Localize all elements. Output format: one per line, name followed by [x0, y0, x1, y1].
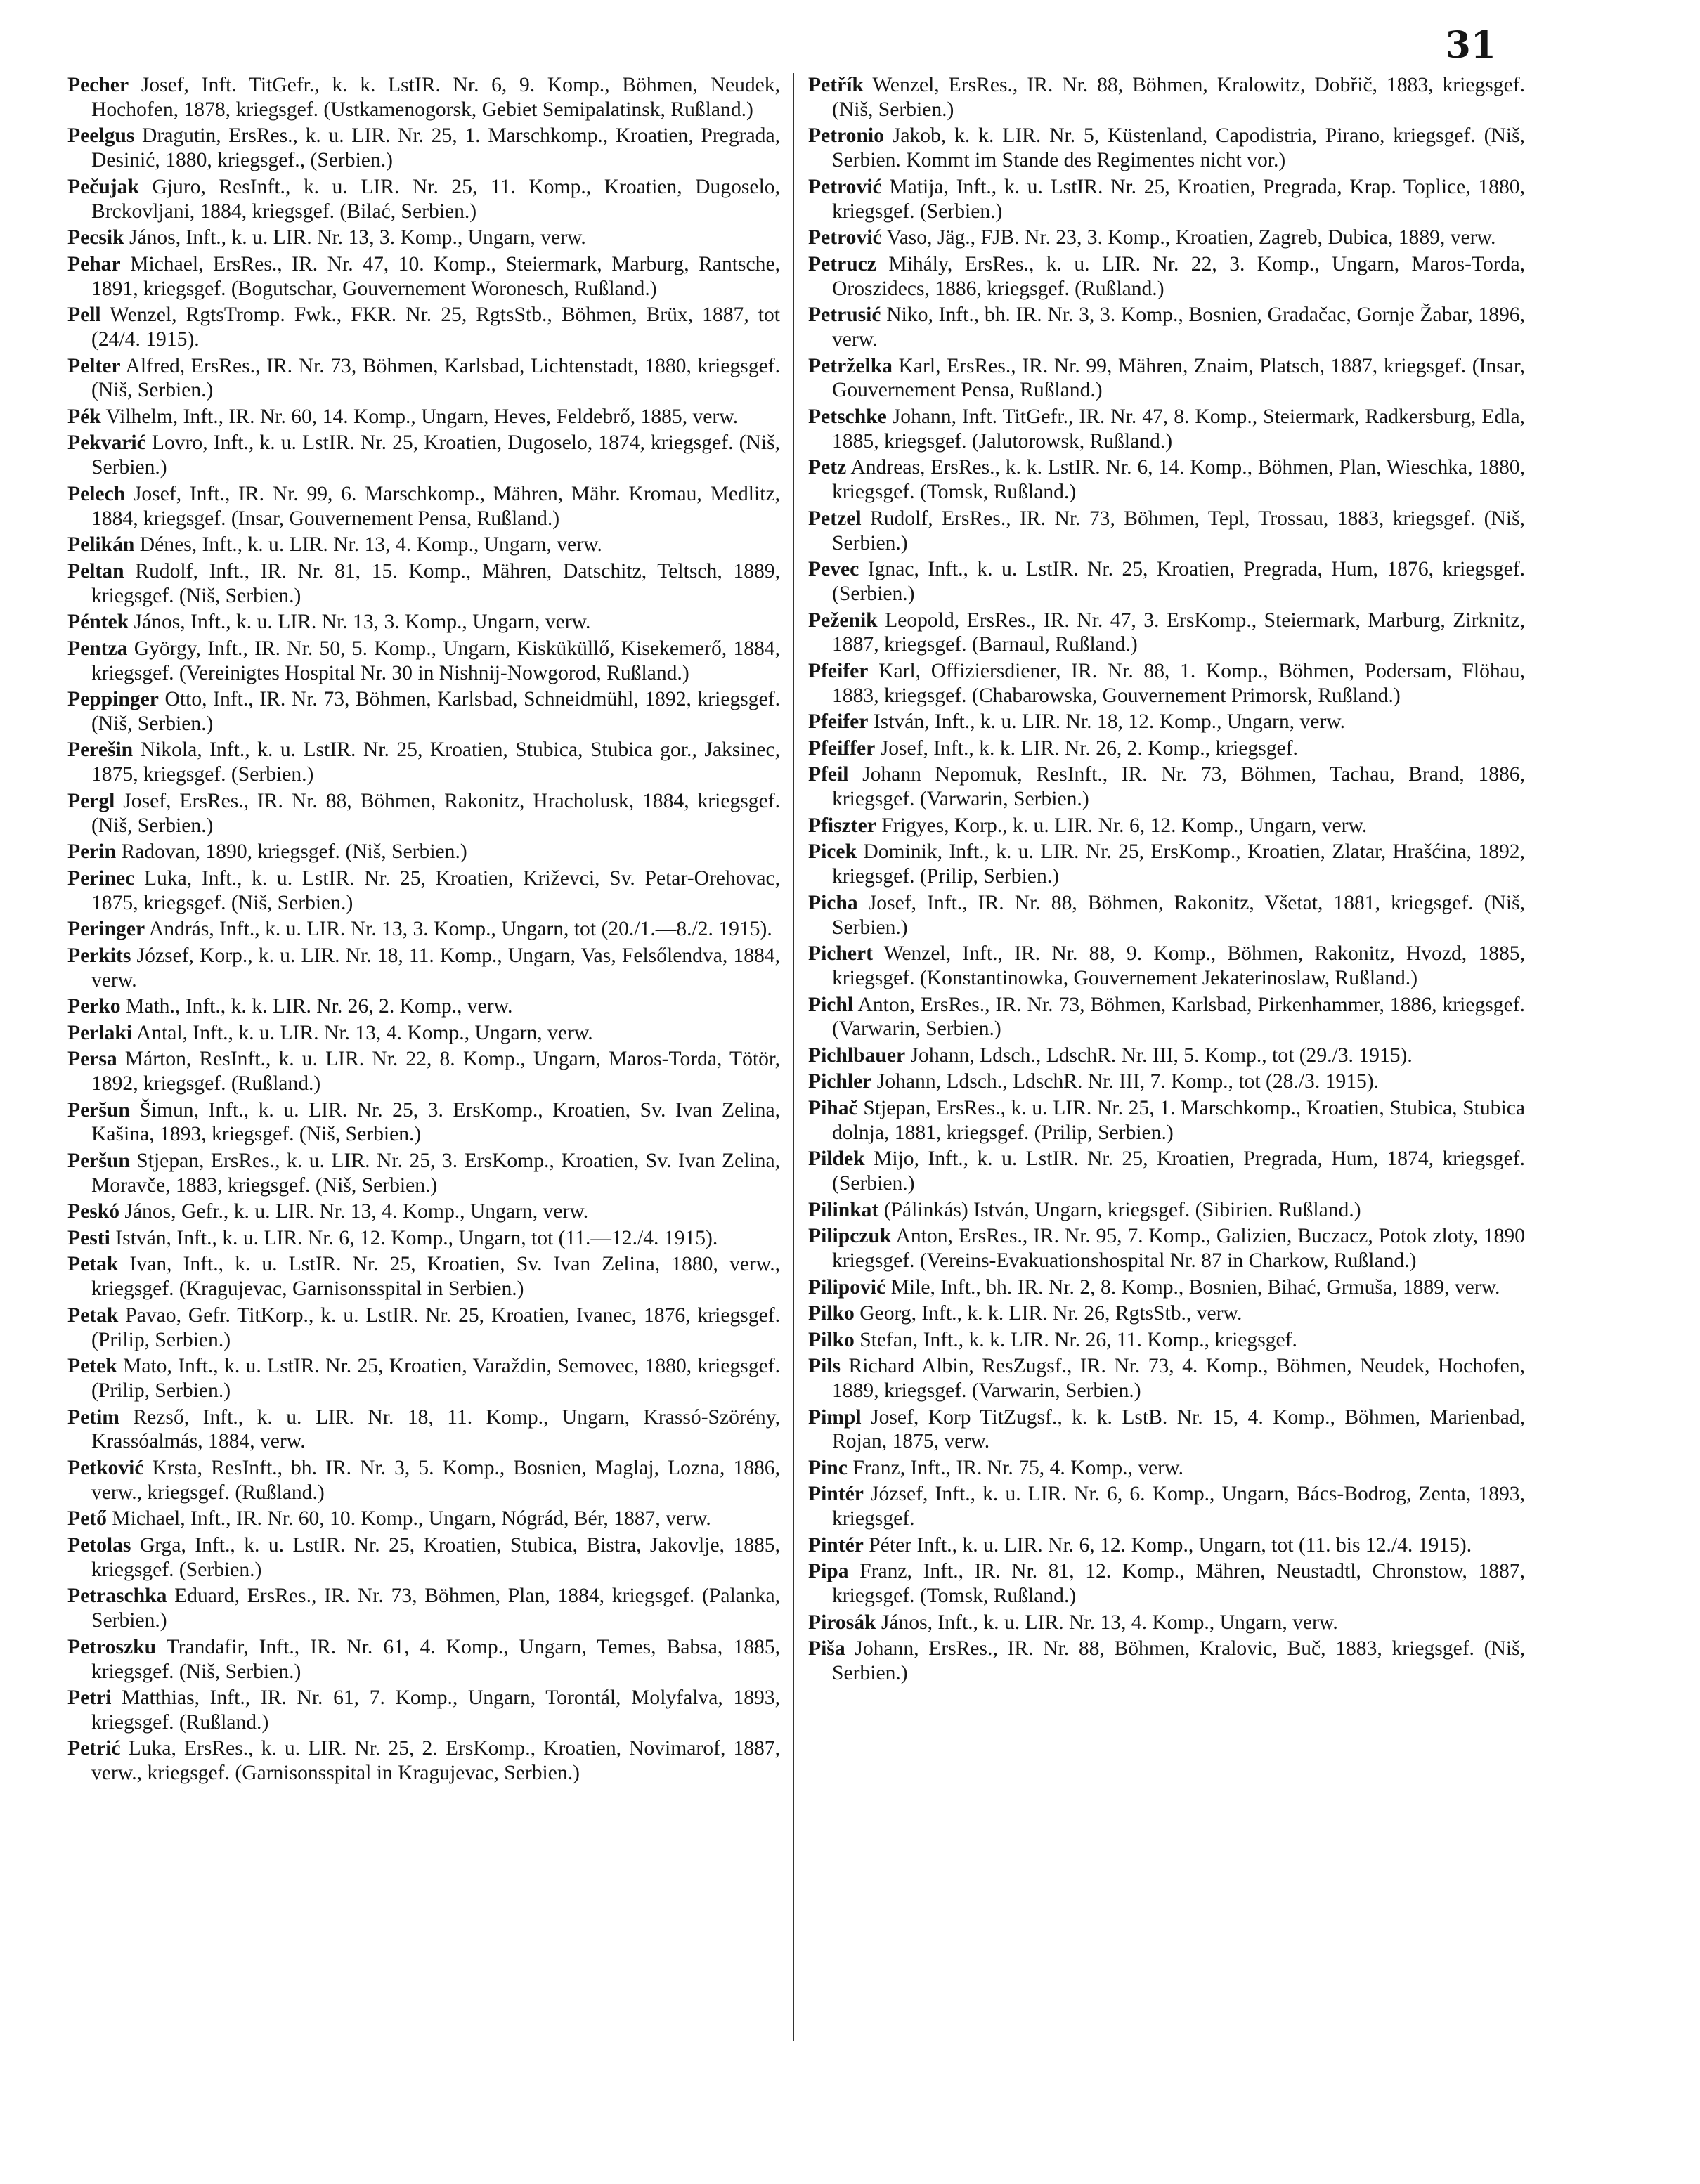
list-item — [808, 762, 1525, 812]
list-item — [67, 124, 780, 173]
list-item — [808, 1224, 1525, 1273]
entry-details: Wenzel, ErsRes., IR. Nr. 88, Böhmen, Kralowitz, Dobřič, 1883, kriegsgef. (Niš, Serbien.) — [832, 74, 1525, 121]
list-item — [808, 1533, 1525, 1558]
entry-details: Wenzel, RgtsTromp. Fwk., FKR. Nr. 25, RgtsStb., Böhmen, Brüx, 1887, tot (24/4. 1915). — [91, 304, 780, 351]
entry-details: Stefan, Inft., k. k. LIR. Nr. 26, 11. Komp., kriegsgef. — [859, 1328, 1297, 1351]
list-item — [808, 124, 1525, 173]
list-item — [67, 482, 780, 531]
list-item — [67, 1149, 780, 1198]
list-item — [67, 1456, 780, 1505]
list-item — [67, 1200, 780, 1224]
entry-details: Josef, Inft., IR. Nr. 88, Böhmen, Rakonitz, Všetat, 1881, kriegsgef. (Niš, Serbien.) — [832, 891, 1525, 939]
entry-surname: Petrusić — [808, 304, 881, 327]
entry-surname: Peringer — [67, 918, 145, 941]
entry-surname: Perko — [67, 995, 121, 1018]
entry-surname: Petim — [67, 1405, 119, 1429]
entry-details: Trandafir, Inft., IR. Nr. 61, 4. Komp., Ungarn, Temes, Babsa, 1885, kriegsgef. (Niš, Serbien.) — [91, 1635, 780, 1683]
entry-details: Šimun, Inft., k. u. LIR. Nr. 25, 3. ErsKomp., Kroatien, Sv. Ivan Zelina, Kašina, 1893, kriegsgef. (Niš, Serbien.) — [91, 1098, 780, 1146]
list-item — [67, 354, 780, 403]
entry-details: Anton, ErsRes., IR. Nr. 95, 7. Komp., Galizien, Buczacz, Potok zloty, 1890 kriegsgef. (Vereins-Evakuationshospital Nr. 87 in Charkow, Rußland.) — [832, 1225, 1526, 1273]
entry-details: Rezső, Inft., k. u. LIR. Nr. 18, 11. Komp., Ungarn, Krassó-Szörény, Krassóalmás, 1884, verw. — [91, 1405, 781, 1453]
entry-details: Richard Albin, ResZugsf., IR. Nr. 73, 4. Komp., Böhmen, Neudek, Hochofen, 1889, kriegsgef. (Varwarin, Serbien.) — [832, 1355, 1526, 1403]
entry-details: Johann, ErsRes., IR. Nr. 88, Böhmen, Kralovic, Buč, 1883, kriegsgef. (Niš, Serbien.) — [832, 1637, 1525, 1685]
entry-surname: Petrucz — [808, 252, 876, 275]
entry-surname: Petronio — [808, 124, 884, 148]
entry-details: Michael, Inft., IR. Nr. 60, 10. Komp., Ungarn, Nógrád, Bér, 1887, verw. — [112, 1507, 711, 1530]
entry-details: Pavao, Gefr. TitKorp., k. u. LstIR. Nr. 25, Kroatien, Ivanec, 1876, kriegsgef. (Prilip, Serbien.) — [91, 1304, 780, 1351]
list-item — [808, 1147, 1525, 1196]
list-item — [67, 1507, 780, 1531]
entry-surname: Pils — [808, 1355, 841, 1378]
list-item — [808, 659, 1525, 708]
entry-details: József, Korp., k. u. LIR. Nr. 18, 11. Komp., Ungarn, Vas, Felsőlendva, 1884, verw. — [91, 944, 780, 992]
list-item — [808, 73, 1525, 122]
entry-surname: Piša — [808, 1637, 845, 1660]
list-item — [808, 814, 1525, 838]
entry-details: Andreas, ErsRes., k. k. LstIR. Nr. 6, 14. Komp., Böhmen, Plan, Wieschka, 1880, kriegsgef. (Tomsk, Rußland.) — [832, 456, 1525, 504]
entry-details: Mijo, Inft., k. u. LstIR. Nr. 25, Kroatien, Pregrada, Hum, 1874, kriegsgef. (Serbien.) — [832, 1148, 1525, 1195]
entry-surname: Peršun — [67, 1149, 130, 1172]
list-item — [808, 1405, 1525, 1455]
list-item — [808, 1301, 1525, 1326]
entry-surname: Petak — [67, 1304, 119, 1327]
entry-surname: Perlaki — [67, 1021, 133, 1044]
entry-surname: Pekvarić — [67, 431, 146, 455]
entry-details: Radovan, 1890, kriegsgef. (Niš, Serbien.) — [121, 840, 467, 864]
entry-surname: Pirosák — [808, 1611, 876, 1634]
entry-surname: Pető — [67, 1507, 107, 1530]
entry-surname: Pelter — [67, 354, 121, 377]
entry-surname: Peltan — [67, 559, 124, 583]
entry-details: Gjuro, ResInft., k. u. LIR. Nr. 25, 11. Komp., Kroatien, Dugoselo, Brckovljani, 1884, kriegsgef. (Bilać, Serbien.) — [91, 175, 780, 223]
entry-details: János, Gefr., k. u. LIR. Nr. 13, 4. Komp., Ungarn, verw. — [124, 1200, 589, 1223]
entry-surname: Perkits — [67, 944, 131, 967]
entry-surname: Pfeil — [808, 763, 849, 786]
list-item — [808, 1096, 1525, 1145]
list-item — [808, 1482, 1525, 1531]
entry-surname: Petak — [67, 1253, 119, 1276]
list-item — [67, 175, 780, 224]
list-item — [808, 557, 1525, 606]
entry-surname: Petrović — [808, 175, 882, 198]
list-item — [808, 1198, 1525, 1223]
entry-details: Matija, Inft., k. u. LstIR. Nr. 25, Kroatien, Pregrada, Krap. Toplice, 1880, kriegsgef. (Serbien.) — [832, 175, 1525, 223]
entry-surname: Pelech — [67, 482, 126, 505]
list-item — [808, 252, 1525, 301]
entry-details: Johann, Ldsch., LdschR. Nr. III, 7. Komp., tot (28./3. 1915). — [876, 1070, 1380, 1093]
list-item — [808, 1070, 1525, 1094]
entry-details: Mato, Inft., k. u. LstIR. Nr. 25, Kroatien, Varaždin, Semovec, 1880, kriegsgef. (Prilip, Serbien.) — [91, 1355, 781, 1403]
entry-details: Luka, Inft., k. u. LstIR. Nr. 25, Kroatien, Križevci, Sv. Petar-Orehovac, 1875, kriegsgef. (Niš, Serbien.) — [91, 866, 780, 914]
list-item — [808, 455, 1525, 505]
entry-surname: Pečujak — [67, 175, 139, 198]
list-item — [67, 405, 780, 429]
column-divider — [793, 73, 794, 2041]
entry-surname: Pildek — [808, 1148, 865, 1171]
entry-surname: Pilko — [808, 1328, 855, 1351]
entry-surname: Persa — [67, 1048, 117, 1071]
list-item — [808, 1328, 1525, 1353]
list-item — [808, 609, 1525, 658]
entry-surname: Perešin — [67, 739, 134, 762]
list-item — [808, 1044, 1525, 1068]
entry-details: Math., Inft., k. k. LIR. Nr. 26, 2. Komp., verw. — [126, 995, 513, 1018]
entry-surname: Peskó — [67, 1200, 119, 1223]
entry-details: Dénes, Inft., k. u. LIR. Nr. 13, 4. Komp., Ungarn, verw. — [139, 533, 602, 557]
entry-surname: Pehar — [67, 252, 121, 275]
entry-surname: Pihač — [808, 1096, 858, 1119]
entry-details: Vaso, Jäg., FJB. Nr. 23, 3. Komp., Kroatien, Zagreb, Dubica, 1889, verw. — [886, 226, 1496, 249]
entry-surname: Perin — [67, 840, 117, 864]
entry-details: Dominik, Inft., k. u. LIR. Nr. 25, ErsKomp., Kroatien, Zlatar, Hrašćina, 1892, kriegsgef. (Prilip, Serbien.) — [832, 840, 1525, 888]
list-item — [808, 1456, 1525, 1481]
entry-surname: Pell — [67, 304, 101, 327]
list-item — [67, 866, 780, 916]
entry-details: Josef, Inft. TitGefr., k. k. LstIR. Nr. 6, 9. Komp., Böhmen, Neudek, Hochofen, 1878, kriegsgef. (Ustkamenogorsk, Gebiet Semipalatinsk, Rußland.) — [91, 74, 781, 121]
list-item — [67, 610, 780, 635]
list-item — [67, 840, 780, 864]
entry-surname: Peelgus — [67, 124, 135, 148]
list-item — [808, 891, 1525, 940]
entry-details: Rudolf, Inft., IR. Nr. 81, 15. Komp., Mähren, Datschitz, Teltsch, 1889, kriegsgef. (Niš, Serbien.) — [91, 559, 780, 607]
entry-surname: Peppinger — [67, 688, 159, 711]
entry-details: János, Inft., k. u. LIR. Nr. 13, 3. Komp., Ungarn, verw. — [134, 611, 591, 634]
list-item — [67, 1252, 780, 1301]
entry-surname: Pilipović — [808, 1275, 886, 1299]
list-item — [67, 1686, 780, 1735]
list-item — [67, 1226, 780, 1251]
list-item — [67, 637, 780, 686]
entry-surname: Peršun — [67, 1098, 130, 1122]
entry-surname: Peženik — [808, 609, 878, 632]
entry-details: Otto, Inft., IR. Nr. 73, Böhmen, Karlsbad, Schneidmühl, 1892, kriegsgef. (Niš, Serbien.) — [91, 688, 780, 735]
list-item — [67, 73, 780, 122]
entry-details: János, Inft., k. u. LIR. Nr. 13, 4. Komp., Ungarn, verw. — [881, 1611, 1338, 1634]
entry-surname: Pilipczuk — [808, 1225, 892, 1248]
entry-surname: Petzel — [808, 507, 862, 530]
entry-surname: Pék — [67, 405, 101, 428]
entry-details: Mihály, ErsRes., k. u. LIR. Nr. 22, 3. Komp., Ungarn, Maros-Torda, Oroszidecs, 1886, kriegsgef. (Rußland.) — [832, 252, 1525, 300]
list-item — [67, 917, 780, 942]
entry-details: András, Inft., k. u. LIR. Nr. 13, 3. Komp., Ungarn, tot (20./1.—8./2. 1915). — [148, 918, 772, 941]
entry-details: István, Inft., k. u. LIR. Nr. 18, 12. Komp., Ungarn, verw. — [873, 710, 1346, 734]
list-item — [67, 738, 780, 787]
entry-details: Anton, ErsRes., IR. Nr. 73, Böhmen, Karlsbad, Pirkenhammer, 1886, kriegsgef. (Varwarin, Serbien.) — [832, 993, 1525, 1041]
entry-surname: Petz — [808, 456, 847, 479]
list-item — [808, 1559, 1525, 1608]
entry-surname: Pichert — [808, 942, 874, 966]
list-item — [67, 944, 780, 993]
entry-details: (Pálinkás) István, Ungarn, kriegsgef. (Sibirien. Rußland.) — [883, 1198, 1361, 1221]
list-item — [67, 533, 780, 557]
list-item — [67, 431, 780, 480]
entry-details: Alfred, ErsRes., IR. Nr. 73, Böhmen, Karlsbad, Lichtenstadt, 1880, kriegsgef. (Niš, Serbien.) — [91, 354, 781, 402]
list-item — [67, 1533, 780, 1582]
list-item — [808, 354, 1525, 403]
entry-details: Antal, Inft., k. u. LIR. Nr. 13, 4. Komp., Ungarn, verw. — [136, 1021, 593, 1044]
entry-details: István, Inft., k. u. LIR. Nr. 6, 12. Komp., Ungarn, tot (11.—12./4. 1915). — [115, 1226, 718, 1249]
entry-surname: Pichlbauer — [808, 1044, 906, 1067]
entry-details: Ivan, Inft., k. u. LstIR. Nr. 25, Kroatien, Sv. Ivan Zelina, 1880, verw., kriegsgef. (Kragujevac, Garnisonsspital in Serbien.) — [91, 1253, 780, 1301]
entry-details: Dragutin, ErsRes., k. u. LIR. Nr. 25, 1. Marschkomp., Kroatien, Pregrada, Desinić, 1880, kriegsgef., (Serbien.) — [91, 124, 780, 172]
list-item — [67, 1584, 780, 1633]
entry-surname: Pfiszter — [808, 814, 876, 837]
entry-surname: Petković — [67, 1456, 144, 1479]
list-item — [808, 1611, 1525, 1635]
right-column — [808, 73, 1525, 1688]
list-item — [808, 736, 1525, 761]
entry-details: Michael, ErsRes., IR. Nr. 47, 10. Komp., Steiermark, Marburg, Rantsche, 1891, kriegsgef. (Bogutschar, Gouvernement Woronesch, Rußland.) — [91, 252, 780, 300]
entry-details: Josef, Korp TitZugsf., k. k. LstB. Nr. 15, 4. Komp., Böhmen, Marienbad, Rojan, 1875, verw. — [832, 1405, 1525, 1453]
entry-surname: Pichler — [808, 1070, 872, 1093]
list-item — [808, 993, 1525, 1042]
entry-surname: Perinec — [67, 866, 135, 890]
entry-surname: Petrić — [67, 1737, 121, 1760]
entry-surname: Petschke — [808, 405, 887, 428]
entry-surname: Petrović — [808, 226, 882, 249]
list-item — [808, 226, 1525, 250]
entry-details: Eduard, ErsRes., IR. Nr. 73, Böhmen, Plan, 1884, kriegsgef. (Palanka, Serbien.) — [91, 1585, 780, 1632]
entry-details: Georg, Inft., k. k. LIR. Nr. 26, RgtsStb., verw. — [859, 1302, 1242, 1325]
entry-surname: Pfeifer — [808, 659, 869, 682]
entry-details: Leopold, ErsRes., IR. Nr. 47, 3. ErsKomp., Steiermark, Marburg, Zirknitz, 1887, kriegsgef. (Barnaul, Rußland.) — [832, 609, 1525, 656]
list-item — [808, 942, 1525, 991]
list-item — [67, 252, 780, 301]
entry-surname: Petek — [67, 1355, 117, 1378]
entry-surname: Picek — [808, 840, 857, 864]
entry-details: Grga, Inft., k. u. LstIR. Nr. 25, Kroatien, Stubica, Bistra, Jakovlje, 1885, kriegsgef. (Serbien.) — [91, 1533, 780, 1581]
list-item — [808, 507, 1525, 556]
list-item — [67, 994, 780, 1019]
entry-surname: Pfeifer — [808, 710, 869, 734]
entry-details: Johann, Ldsch., LdschR. Nr. III, 5. Komp., tot (29./3. 1915). — [910, 1044, 1413, 1067]
list-item — [67, 1405, 780, 1455]
entry-details: Karl, ErsRes., IR. Nr. 99, Mähren, Znaim, Platsch, 1887, kriegsgef. (Insar, Gouvernement Pensa, Rußland.) — [832, 354, 1525, 402]
entry-surname: Petri — [67, 1686, 112, 1710]
entry-surname: Pilinkat — [808, 1198, 879, 1221]
entry-surname: Pfeiffer — [808, 736, 876, 760]
list-item — [808, 1275, 1525, 1300]
entry-surname: Pecher — [67, 74, 129, 96]
entry-surname: Pelikán — [67, 533, 135, 557]
entry-surname: Pecsik — [67, 226, 124, 249]
entry-details: György, Inft., IR. Nr. 50, 5. Komp., Ungarn, Kisküküllő, Kisekemerő, 1884, kriegsgef. (Vereinigtes Hospital Nr. 30 in Nishnij-Nowgorod, Rußland.) — [91, 637, 781, 684]
list-item — [67, 559, 780, 609]
list-item — [67, 687, 780, 736]
entry-surname: Pevec — [808, 558, 859, 581]
entry-details: Mile, Inft., bh. IR. Nr. 2, 8. Komp., Bosnien, Bihać, Grmuša, 1889, verw. — [890, 1275, 1500, 1299]
entry-surname: Péntek — [67, 611, 129, 634]
list-item — [67, 1354, 780, 1403]
entry-details: Frigyes, Korp., k. u. LIR. Nr. 6, 12. Komp., Ungarn, verw. — [881, 814, 1368, 837]
list-item — [67, 226, 780, 250]
list-item — [808, 840, 1525, 889]
entry-details: Márton, ResInft., k. u. LIR. Nr. 22, 8. Komp., Ungarn, Maros-Torda, Tötör, 1892, kriegsgef. (Rußland.) — [91, 1048, 780, 1095]
entry-surname: Pilko — [808, 1302, 855, 1325]
list-item — [67, 1736, 780, 1786]
page-number: 31 — [1445, 24, 1496, 67]
entry-details: Franz, Inft., IR. Nr. 81, 12. Komp., Mähren, Neustadtl, Chronstow, 1887, kriegsgef. (Tomsk, Rußland.) — [832, 1560, 1525, 1608]
entry-surname: Petroszku — [67, 1635, 157, 1658]
entry-details: Nikola, Inft., k. u. LstIR. Nr. 25, Kroatien, Stubica, Stubica gor., Jaksinec, 1875, kriegsgef. (Serbien.) — [91, 739, 780, 786]
entry-details: Karl, Offiziersdiener, IR. Nr. 88, 1. Komp., Böhmen, Podersam, Flöhau, 1883, kriegsgef. (Chabarowska, Gouvernement Primorsk, Rußland.) — [832, 659, 1525, 707]
entry-details: Josef, ErsRes., IR. Nr. 88, Böhmen, Rakonitz, Hracholusk, 1884, kriegsgef. (Niš, Serbien.) — [91, 789, 780, 837]
entry-surname: Pinc — [808, 1456, 848, 1479]
list-item — [808, 1637, 1525, 1686]
left-column — [67, 73, 780, 1788]
list-item — [67, 1047, 780, 1096]
entry-surname: Petraschka — [67, 1585, 167, 1608]
entry-details: Stjepan, ErsRes., k. u. LIR. Nr. 25, 1. Marschkomp., Kroatien, Stubica, Stubica dolnja, 1881, kriegsgef. (Prilip, Serbien.) — [832, 1096, 1525, 1144]
entry-surname: Petrželka — [808, 354, 893, 377]
entry-details: Jakob, k. k. LIR. Nr. 5, Küstenland, Capodistria, Pirano, kriegsgef. (Niš, Serbien. Kommt im Stande des Regimentes nicht vor.) — [832, 124, 1525, 172]
list-item — [67, 789, 780, 838]
entry-details: Wenzel, Inft., IR. Nr. 88, 9. Komp., Böhmen, Rakonitz, Hvozd, 1885, kriegsgef. (Konstantinowka, Gouvernement Jekaterinoslaw, Rußland.) — [832, 942, 1525, 989]
list-item — [67, 1304, 780, 1353]
entry-surname: Pintér — [808, 1483, 864, 1506]
entry-details: Luka, ErsRes., k. u. LIR. Nr. 25, 2. ErsKomp., Kroatien, Novimarof, 1887, verw., kriegsgef. (Garnisonsspital in Kragujevac, Serbien.) — [91, 1737, 781, 1785]
entry-details: Stjepan, ErsRes., k. u. LIR. Nr. 25, 3. ErsKomp., Kroatien, Sv. Ivan Zelina, Moravče, 1883, kriegsgef. (Niš, Serbien.) — [91, 1149, 781, 1197]
list-item — [808, 710, 1525, 734]
entry-surname: Pintér — [808, 1533, 864, 1556]
entry-surname: Pipa — [808, 1560, 849, 1583]
entry-details: Matthias, Inft., IR. Nr. 61, 7. Komp., Ungarn, Torontál, Molyfalva, 1893, kriegsgef. (Rußland.) — [91, 1686, 780, 1734]
entry-surname: Pimpl — [808, 1405, 862, 1429]
list-item — [808, 405, 1525, 454]
entry-details: Johann, Inft. TitGefr., IR. Nr. 47, 8. Komp., Steiermark, Radkersburg, Edla, 1885, kriegsgef. (Jalutorowsk, Rußland.) — [832, 405, 1525, 453]
entry-surname: Petřík — [808, 74, 864, 96]
entry-details: Josef, Inft., IR. Nr. 99, 6. Marschkomp., Mähren, Mähr. Kromau, Medlitz, 1884, kriegsgef. (Insar, Gouvernement Pensa, Rußland.) — [91, 482, 780, 530]
entry-surname: Petolas — [67, 1533, 131, 1556]
entry-details: Johann Nepomuk, ResInft., IR. Nr. 73, Böhmen, Tachau, Brand, 1886, kriegsgef. (Varwarin, Serbien.) — [832, 763, 1525, 811]
entry-details: Vilhelm, Inft., IR. Nr. 60, 14. Komp., Ungarn, Heves, Feldebrő, 1885, verw. — [105, 405, 739, 428]
list-item — [808, 175, 1525, 224]
entry-details: Krsta, ResInft., bh. IR. Nr. 3, 5. Komp., Bosnien, Maglaj, Lozna, 1886, verw., kriegsgef. (Rußland.) — [91, 1456, 781, 1504]
entry-details: Péter Inft., k. u. LIR. Nr. 6, 12. Komp., Ungarn, tot (11. bis 12./4. 1915). — [869, 1533, 1472, 1556]
entry-details: Rudolf, ErsRes., IR. Nr. 73, Böhmen, Tepl, Trossau, 1883, kriegsgef. (Niš, Serbien.) — [832, 507, 1525, 554]
list-item — [67, 1021, 780, 1046]
list-item — [67, 303, 780, 352]
entry-details: János, Inft., k. u. LIR. Nr. 13, 3. Komp., Ungarn, verw. — [129, 226, 586, 249]
entry-surname: Picha — [808, 891, 858, 914]
entry-surname: Pergl — [67, 789, 115, 812]
entry-surname: Pichl — [808, 993, 854, 1016]
entry-surname: Pesti — [67, 1226, 110, 1249]
entry-details: József, Inft., k. u. LIR. Nr. 6, 6. Komp., Ungarn, Bács-Bodrog, Zenta, 1893, kriegsgef. — [832, 1483, 1525, 1530]
entry-details: Niko, Inft., bh. IR. Nr. 3, 3. Komp., Bosnien, Gradačac, Gornje Žabar, 1896, verw. — [832, 304, 1525, 351]
entry-surname: Pentza — [67, 637, 128, 660]
entry-details: Lovro, Inft., k. u. LstIR. Nr. 25, Kroatien, Dugoselo, 1874, kriegsgef. (Niš, Serbien.) — [91, 431, 780, 479]
entry-details: Ignac, Inft., k. u. LstIR. Nr. 25, Kroatien, Pregrada, Hum, 1876, kriegsgef. (Serbien.) — [832, 558, 1525, 606]
list-item — [808, 303, 1525, 352]
entry-details: Franz, Inft., IR. Nr. 75, 4. Komp., verw. — [852, 1456, 1183, 1479]
list-item — [67, 1635, 780, 1684]
entry-details: Josef, Inft., k. k. LIR. Nr. 26, 2. Komp., kriegsgef. — [880, 736, 1298, 760]
list-item — [808, 1354, 1525, 1403]
list-item — [67, 1098, 780, 1148]
